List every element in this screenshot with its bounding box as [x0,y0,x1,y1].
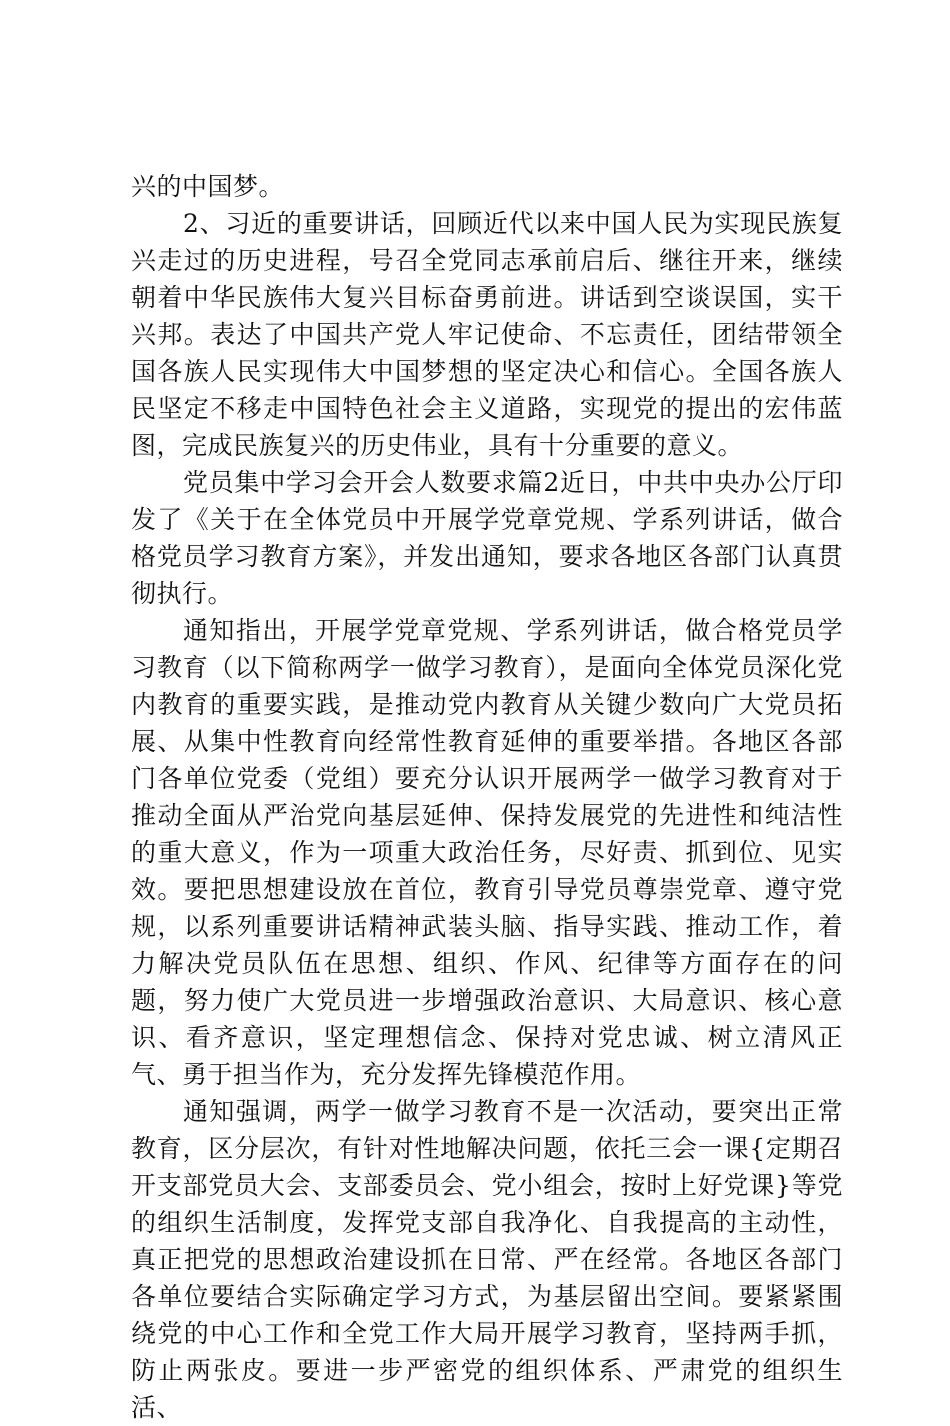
paragraph-speech-summary: 2、习近的重要讲话，回顾近代以来中国人民为实现民族复兴走过的历史进程，号召全党同志承前启后、继往开来，继续朝着中华民族伟大复兴目标奋勇前进。讲话到空谈误国，实干兴邦。表达了中国共产党人牢记使命、不忘责任，团结带领全国各族人民实现伟大中国梦想的坚定决心和信心。全国各族人民坚定不移走中国特色社会主义道路，实现党的提出的宏伟蓝图，完成民族复兴的历史伟业，具有十分重要的意义。 [131,209,843,460]
paragraph-notice-issued: 党员集中学习会开会人数要求篇2近日，中共中央办公厅印发了《关于在全体党员中开展学党章党规、学系列讲话，做合格党员学习教育方案》，并发出通知，要求各地区各部门认真贯彻执行。 [131,468,843,608]
paragraph-notice-emphasis: 通知强调，两学一做学习教育不是一次活动，要突出正常教育，区分层次，有针对性地解决问题，依托三会一课{定期召开支部党员大会、支部委员会、党小组会，按时上好党课}等党的组织生活制度，发挥党支部自我净化、自我提高的主动性，真正把党的思想政治建设抓在日常、严在经常。各地区各部门各单位要结合实际确定学习方式，为基层留出空间。要紧紧围绕党的中心工作和全党工作大局开展学习教育，坚持两手抓，防止两张皮。要进一步严密党的组织体系、严肃党的组织生活、 [131,1097,843,1422]
document-body [131,168,843,1426]
paragraph-notice-points: 通知指出，开展学党章党规、学系列讲话，做合格党员学习教育（以下简称两学一做学习教育），是面向全体党员深化党内教育的重要实践，是推动党内教育从关键少数向广大党员拓展、从集中性教育向经常性教育延伸的重要举措。各地区各部门各单位党委（党组）要充分认识开展两学一做学习教育对于推动全面从严治党向基层延伸、保持发展党的先进性和纯洁性的重大意义，作为一项重大政治任务，尽好责、抓到位、见实效。要把思想建设放在首位，教育引导党员尊崇党章、遵守党规，以系列重要讲话精神武装头脑、指导实践、推动工作，着力解决党员队伍在思想、组织、作风、纪律等方面存在的问题，努力使广大党员进一步增强政治意识、大局意识、核心意识、看齐意识，坚定理想信念、保持对党忠诚、树立清风正气、勇于担当作为，充分发挥先锋模范作用。 [131,616,843,1089]
paragraph-continuation: 兴的中国梦。 [131,172,285,201]
